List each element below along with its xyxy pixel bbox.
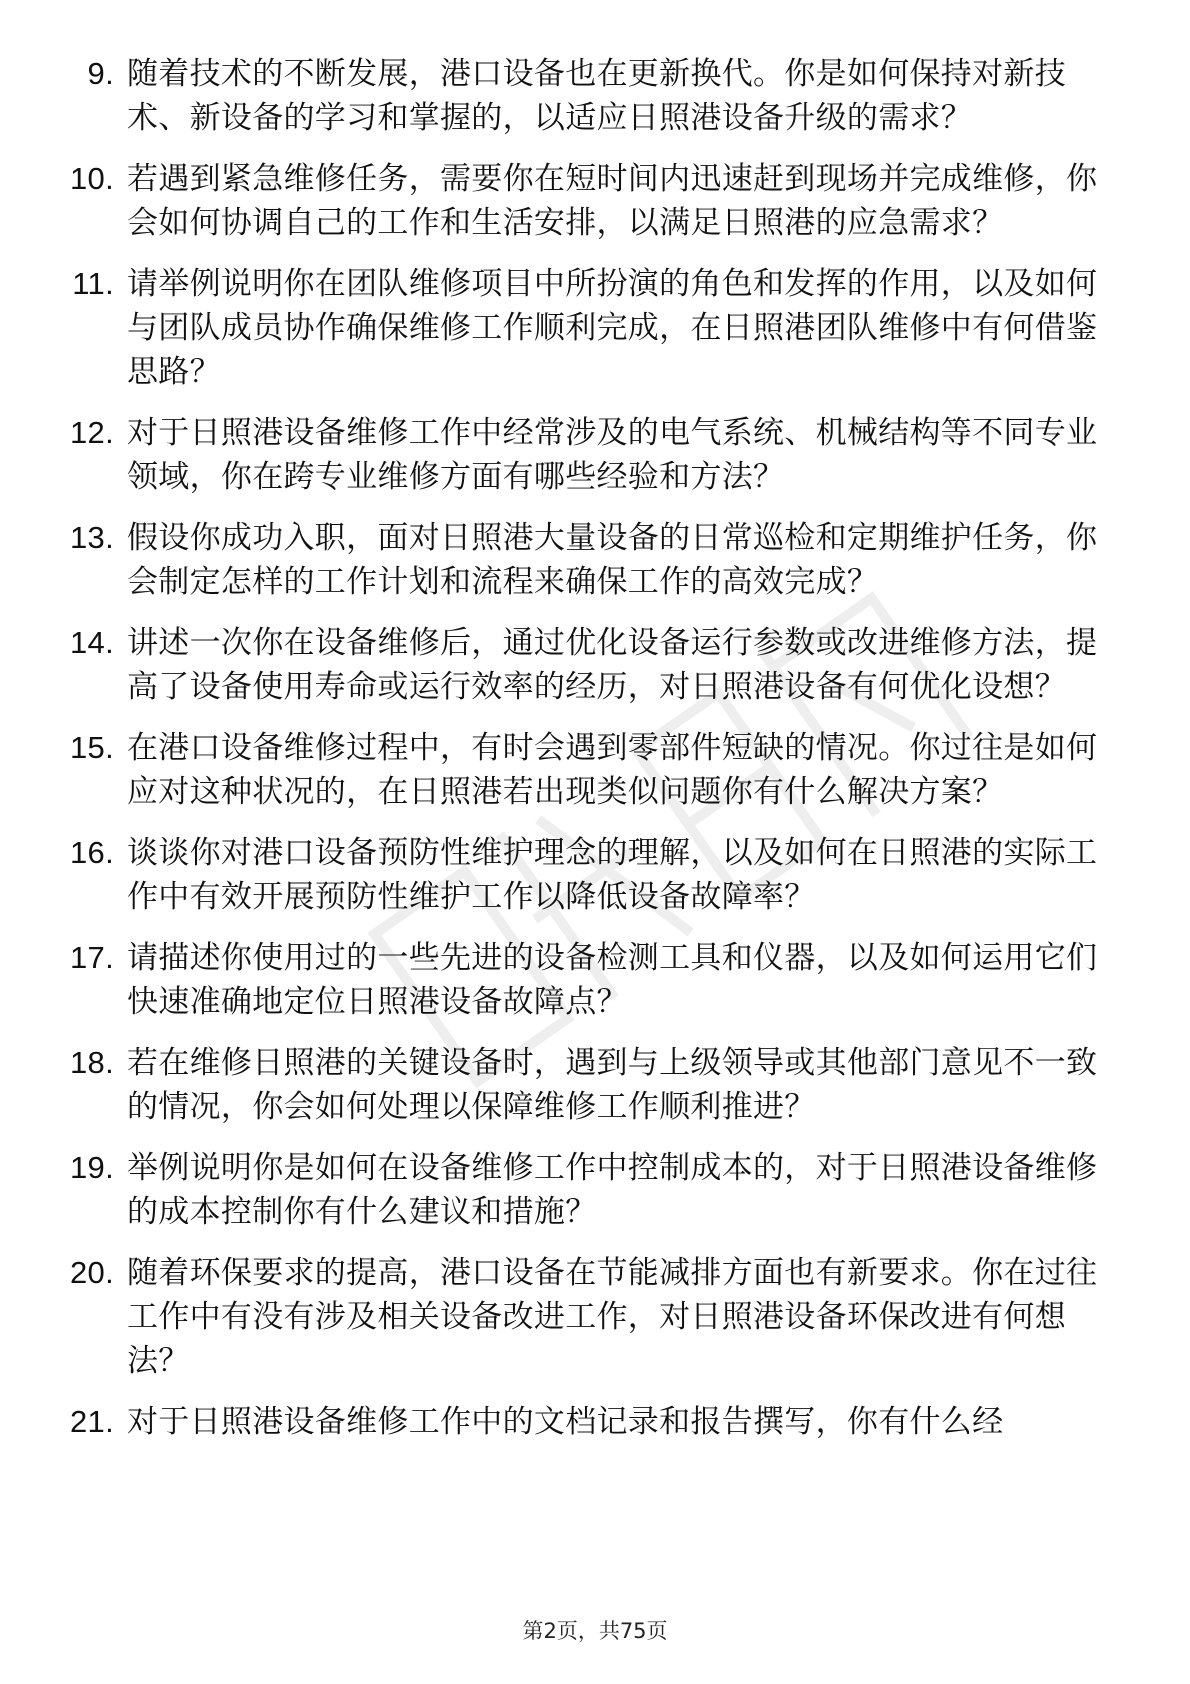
question-number: 18.	[70, 1045, 114, 1080]
question-item	[0, 411, 1107, 499]
question-text: 请描述你使用过的一些先进的设备检测工具和仪器，以及如何运用它们快速准确地定位日照港设备故障点？	[127, 940, 1098, 1020]
question-number: 14.	[70, 625, 114, 660]
question-item	[0, 621, 1107, 709]
question-item	[0, 52, 1107, 140]
question-item	[0, 936, 1107, 1024]
page-footer: 第2页，共75页	[522, 1619, 668, 1643]
question-number: 21.	[70, 1404, 114, 1439]
question-number: 17.	[70, 940, 114, 975]
question-text: 随着环保要求的提高，港口设备在节能减排方面也有新要求。你在过往工作中有没有涉及相关设备改进工作，对日照港设备环保改进有何想法？	[127, 1255, 1098, 1379]
question-text: 讲述一次你在设备维修后，通过优化设备运行参数或改进维修方法，提高了设备使用寿命或运行效率的经历，对日照港设备有何优化设想？	[127, 625, 1098, 705]
question-number: 12.	[70, 415, 114, 450]
question-number: 11.	[72, 266, 114, 301]
question-number: 15.	[70, 730, 114, 765]
question-number: 19.	[70, 1150, 114, 1185]
question-text: 请举例说明你在团队维修项目中所扮演的角色和发挥的作用，以及如何与团队成员协作确保维修工作顺利完成，在日照港团队维修中有何借鉴思路？	[127, 266, 1098, 390]
question-item	[0, 1251, 1107, 1383]
question-item	[0, 831, 1107, 919]
question-item	[0, 726, 1107, 814]
question-item	[0, 1146, 1107, 1234]
question-list	[0, 52, 1190, 1461]
question-number: 10.	[70, 161, 114, 196]
question-item	[0, 1041, 1107, 1129]
question-text: 在港口设备维修过程中，有时会遇到零部件短缺的情况。你过往是如何应对这种状况的，在日照港若出现类似问题你有什么解决方案？	[127, 730, 1098, 810]
question-text: 随着技术的不断发展，港口设备也在更新换代。你是如何保持对新技术、新设备的学习和掌握的，以适应日照港设备升级的需求？	[127, 56, 1066, 136]
question-text: 对于日照港设备维修工作中经常涉及的电气系统、机械结构等不同专业领域，你在跨专业维修方面有哪些经验和方法？	[127, 415, 1098, 495]
question-text: 举例说明你是如何在设备维修工作中控制成本的，对于日照港设备维修的成本控制你有什么建议和措施？	[127, 1150, 1098, 1230]
question-text: 谈谈你对港口设备预防性维护理念的理解，以及如何在日照港的实际工作中有效开展预防性维护工作以降低设备故障率？	[127, 835, 1098, 915]
question-number: 9.	[87, 56, 114, 91]
question-text: 若在维修日照港的关键设备时，遇到与上级领导或其他部门意见不一致的情况，你会如何处理以保障维修工作顺利推进？	[127, 1045, 1098, 1125]
question-item	[0, 157, 1107, 245]
question-item	[0, 1400, 1107, 1444]
question-text: 若遇到紧急维修任务，需要你在短时间内迅速赶到现场并完成维修，你会如何协调自己的工作和生活安排，以满足日照港的应急需求？	[127, 161, 1098, 241]
question-number: 16.	[70, 835, 114, 870]
question-number: 13.	[70, 520, 114, 555]
question-item	[0, 516, 1107, 604]
question-number: 20.	[70, 1255, 114, 1290]
question-text: 假设你成功入职，面对日照港大量设备的日常巡检和定期维护任务，你会制定怎样的工作计划和流程来确保工作的高效完成？	[127, 520, 1098, 600]
question-text: 对于日照港设备维修工作中的文档记录和报告撰写，你有什么经	[127, 1404, 1004, 1440]
question-item	[0, 262, 1107, 394]
